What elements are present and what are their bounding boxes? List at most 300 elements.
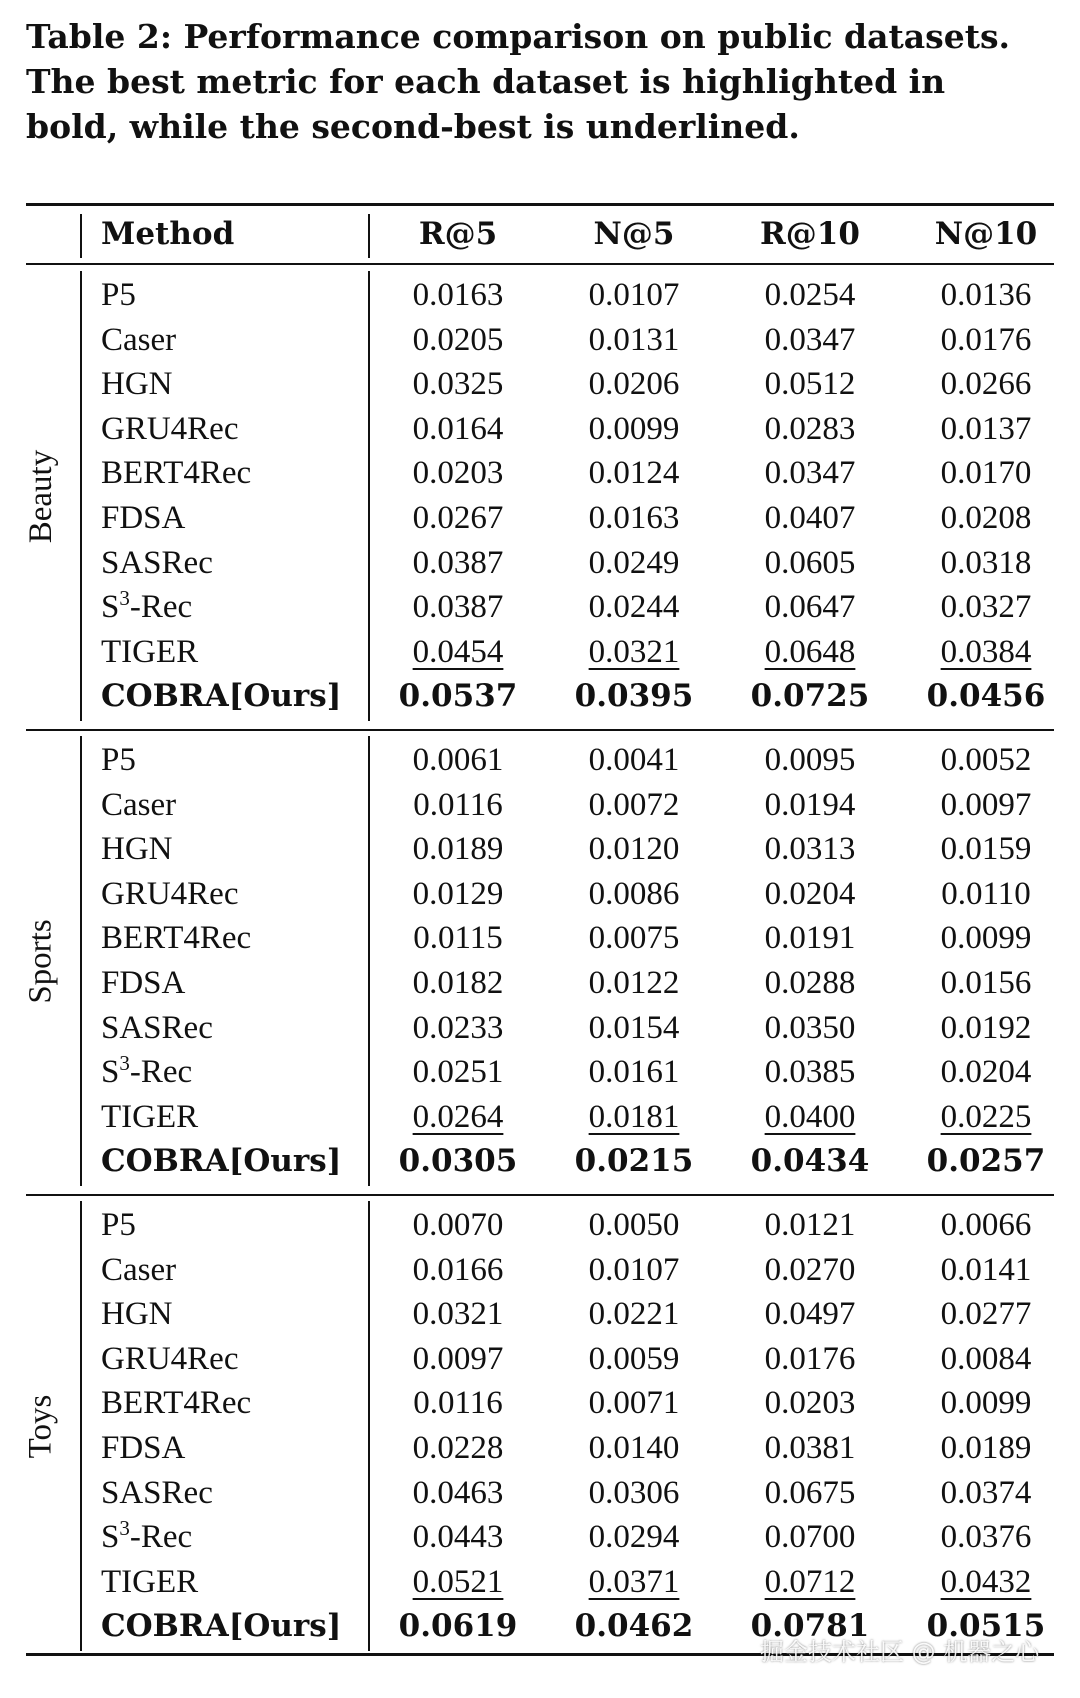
method-name: TIGER <box>101 633 199 670</box>
metric-cell <box>722 1006 898 1051</box>
method-name: HGN <box>101 1296 173 1333</box>
metric-cell <box>370 827 546 872</box>
metric-cell <box>722 1248 898 1293</box>
metric-value: 0.0086 <box>588 875 680 912</box>
metric-cell <box>722 1050 898 1095</box>
metric-cell <box>546 1292 722 1337</box>
metric-cell <box>898 916 1074 961</box>
metric-cell <box>898 273 1074 318</box>
metric-value: 0.0434 <box>750 1143 870 1180</box>
method-name: SASRec <box>101 1009 213 1046</box>
metric-value: 0.0371 <box>588 1563 680 1600</box>
metric-cell <box>546 1560 722 1605</box>
metric-value: 0.0233 <box>412 1009 504 1046</box>
method-name: COBRA[Ours] <box>101 678 342 715</box>
metric-cell <box>898 1006 1074 1051</box>
metric-value: 0.0325 <box>412 366 504 403</box>
metric-cell <box>546 1381 722 1426</box>
metric-value: 0.0318 <box>940 544 1032 581</box>
method-suffix: -Rec <box>129 1519 193 1556</box>
metric-cell <box>546 738 722 783</box>
metric-cell <box>546 1471 722 1516</box>
metric-value: 0.0288 <box>764 965 856 1001</box>
metric-value: 0.0321 <box>588 633 680 670</box>
metric-cell <box>722 1560 898 1605</box>
method-cell <box>101 407 238 452</box>
metric-value: 0.0208 <box>940 500 1032 536</box>
metric-cell <box>898 783 1074 828</box>
metric-cell <box>722 1203 898 1248</box>
metric-cell <box>546 407 722 452</box>
metric-cell <box>722 407 898 452</box>
metric-cell <box>546 961 722 1006</box>
metric-value: 0.0170 <box>940 455 1032 492</box>
metric-value: 0.0249 <box>588 544 680 581</box>
method-cell <box>101 362 173 407</box>
metric-cell <box>722 1139 898 1184</box>
metric-cell <box>722 630 898 675</box>
metric-value: 0.0071 <box>588 1385 680 1422</box>
metric-cell <box>898 496 1074 541</box>
metric-cell <box>546 585 722 630</box>
metric-value: 0.0512 <box>764 366 856 403</box>
metric-cell <box>370 451 546 496</box>
metric-value: 0.0384 <box>940 633 1032 670</box>
metric-value: 0.0095 <box>764 742 856 778</box>
method-name: P5 <box>101 1207 136 1243</box>
metric-cell <box>546 872 722 917</box>
metric-value: 0.0462 <box>574 1608 694 1645</box>
metric-value: 0.0515 <box>926 1608 1046 1645</box>
metric-value: 0.0385 <box>764 1054 856 1091</box>
metric-cell <box>370 738 546 783</box>
metric-cell <box>898 1050 1074 1095</box>
metric-value: 0.0270 <box>764 1251 856 1288</box>
metric-cell <box>722 362 898 407</box>
metric-value: 0.0164 <box>412 410 504 447</box>
method-cell <box>101 630 198 675</box>
metric-value: 0.0228 <box>412 1430 504 1466</box>
header-r10: R@10 <box>760 216 860 252</box>
metric-cell <box>546 1203 722 1248</box>
metric-value: 0.0313 <box>764 831 856 868</box>
metric-value: 0.0122 <box>588 965 680 1001</box>
metric-cell <box>546 1095 722 1140</box>
metric-cell <box>370 1139 546 1184</box>
method-cell <box>101 1560 198 1605</box>
metric-cell <box>898 1471 1074 1516</box>
metric-cell <box>546 827 722 872</box>
metric-cell <box>370 1095 546 1140</box>
metric-cell <box>370 318 546 363</box>
method-cell <box>101 1139 341 1184</box>
metric-value: 0.0182 <box>412 965 504 1001</box>
method-name: SASRec <box>101 1474 213 1511</box>
metric-value: 0.0306 <box>588 1474 680 1511</box>
metric-cell <box>722 827 898 872</box>
header-method: Method <box>101 216 235 252</box>
watermark: 掘金技术社区 @ 机器之心 <box>760 1638 1040 1666</box>
metric-cell <box>370 1471 546 1516</box>
metric-value: 0.0225 <box>940 1098 1032 1135</box>
metric-value: 0.0072 <box>588 786 680 823</box>
method-name: Caser <box>101 1251 177 1288</box>
method-cell <box>101 585 192 630</box>
metric-value: 0.0204 <box>940 1054 1032 1091</box>
method-name: FDSA <box>101 965 186 1001</box>
method-suffix: -Rec <box>129 1054 193 1091</box>
metric-cell <box>546 916 722 961</box>
metric-value: 0.0521 <box>412 1563 504 1600</box>
method-cell <box>101 1515 192 1560</box>
metric-cell <box>722 1095 898 1140</box>
metric-cell <box>898 318 1074 363</box>
method-name: BERT4Rec <box>101 920 252 957</box>
metric-value: 0.0648 <box>764 633 856 670</box>
metric-value: 0.0277 <box>940 1296 1032 1333</box>
metric-value: 0.0221 <box>588 1296 680 1333</box>
metric-cell <box>722 674 898 719</box>
metric-value: 0.0161 <box>588 1054 680 1091</box>
group-divider-left <box>80 271 82 721</box>
metric-cell <box>370 1050 546 1095</box>
metric-cell <box>722 872 898 917</box>
metric-cell <box>370 273 546 318</box>
metric-value: 0.0166 <box>412 1251 504 1288</box>
group-separator-rule <box>26 1194 1054 1196</box>
metric-cell <box>722 1515 898 1560</box>
metric-value: 0.0116 <box>413 1385 503 1422</box>
metric-cell <box>722 1337 898 1382</box>
metric-cell <box>898 1381 1074 1426</box>
metric-cell <box>546 1337 722 1382</box>
method-name: GRU4Rec <box>101 1340 239 1377</box>
metric-value: 0.0456 <box>926 678 1046 715</box>
metric-cell <box>370 1337 546 1382</box>
metric-value: 0.0107 <box>588 1251 680 1288</box>
metric-cell <box>722 1471 898 1516</box>
metric-value: 0.0097 <box>940 786 1032 823</box>
header-divider-left <box>80 214 82 258</box>
metric-value: 0.0059 <box>588 1340 680 1377</box>
metric-cell <box>370 674 546 719</box>
metric-value: 0.0215 <box>574 1143 694 1180</box>
metric-value: 0.0725 <box>750 678 870 715</box>
group-separator-rule <box>26 729 1054 731</box>
metric-value: 0.0267 <box>412 500 504 536</box>
metric-value: 0.0400 <box>764 1098 856 1135</box>
metric-value: 0.0121 <box>764 1207 856 1243</box>
metric-cell <box>370 541 546 586</box>
method-cell <box>101 496 185 541</box>
metric-value: 0.0137 <box>940 410 1032 447</box>
metric-cell <box>370 1604 546 1649</box>
header-r5: R@5 <box>418 216 498 252</box>
header-n10: N@10 <box>934 216 1038 252</box>
metric-value: 0.0347 <box>764 455 856 492</box>
metric-cell <box>898 1139 1074 1184</box>
method-cell <box>101 1095 198 1140</box>
metric-cell <box>546 1139 722 1184</box>
method-name: GRU4Rec <box>101 875 239 912</box>
metric-value: 0.0647 <box>764 589 856 626</box>
method-cell <box>101 827 173 872</box>
metric-value: 0.0327 <box>940 589 1032 626</box>
metric-cell <box>898 738 1074 783</box>
metric-value: 0.0387 <box>412 589 504 626</box>
metric-cell <box>370 1515 546 1560</box>
method-cell <box>101 1604 341 1649</box>
metric-value: 0.0294 <box>588 1519 680 1556</box>
metric-cell <box>898 1203 1074 1248</box>
metric-cell <box>898 541 1074 586</box>
metric-value: 0.0257 <box>926 1143 1046 1180</box>
metric-value: 0.0264 <box>412 1098 504 1135</box>
metric-value: 0.0189 <box>940 1430 1032 1466</box>
group-label-beauty: Beauty <box>22 449 59 543</box>
metric-cell <box>898 1515 1074 1560</box>
metric-cell <box>546 1604 722 1649</box>
metric-cell <box>898 451 1074 496</box>
metric-value: 0.0131 <box>588 321 680 358</box>
metric-value: 0.0163 <box>412 277 504 313</box>
method-cell <box>101 872 238 917</box>
metric-cell <box>546 541 722 586</box>
method-cell <box>101 1337 238 1382</box>
metric-value: 0.0189 <box>412 831 504 868</box>
metric-value: 0.0052 <box>940 742 1032 778</box>
method-cell <box>101 1471 213 1516</box>
metric-value: 0.0497 <box>764 1296 856 1333</box>
metric-cell <box>722 1292 898 1337</box>
method-name: TIGER <box>101 1563 199 1600</box>
metric-value: 0.0347 <box>764 321 856 358</box>
method-cell <box>101 1248 176 1293</box>
metric-value: 0.0407 <box>764 500 856 536</box>
metric-cell <box>898 827 1074 872</box>
metric-value: 0.0203 <box>412 455 504 492</box>
metric-cell <box>546 1050 722 1095</box>
table-caption: Table 2: Performance comparison on public datasets. The best metric for each dataset is highlighted in bold, while the second-best is underlined. <box>26 17 1011 146</box>
method-cell <box>101 1203 136 1248</box>
metric-value: 0.0537 <box>398 678 518 715</box>
metric-value: 0.0374 <box>940 1474 1032 1511</box>
metric-value: 0.0712 <box>764 1563 856 1600</box>
method-name: FDSA <box>101 500 186 536</box>
method-name: FDSA <box>101 1430 186 1466</box>
metric-cell <box>546 1515 722 1560</box>
metric-cell <box>722 541 898 586</box>
method-name: SASRec <box>101 544 213 581</box>
metric-value: 0.0454 <box>412 633 504 670</box>
metric-value: 0.0041 <box>588 742 680 778</box>
metric-cell <box>370 1006 546 1051</box>
metric-value: 0.0107 <box>588 277 680 313</box>
method-cell <box>101 1050 192 1095</box>
metric-cell <box>722 916 898 961</box>
method-name: BERT4Rec <box>101 1385 252 1422</box>
metric-cell <box>546 1006 722 1051</box>
metric-cell <box>898 872 1074 917</box>
metric-value: 0.0181 <box>588 1098 680 1135</box>
metric-cell <box>546 1426 722 1471</box>
method-cell <box>101 273 136 318</box>
metric-value: 0.0110 <box>941 875 1031 912</box>
metric-value: 0.0124 <box>588 455 680 492</box>
metric-cell <box>370 961 546 1006</box>
method-name: COBRA[Ours] <box>101 1608 342 1645</box>
metric-cell <box>722 318 898 363</box>
metric-value: 0.0159 <box>940 831 1032 868</box>
metric-value: 0.0321 <box>412 1296 504 1333</box>
metric-cell <box>722 273 898 318</box>
method-name: Caser <box>101 786 177 823</box>
group-label-sports: Sports <box>22 918 59 1004</box>
metric-value: 0.0099 <box>588 410 680 447</box>
metric-value: 0.0376 <box>940 1519 1032 1556</box>
metric-cell <box>546 630 722 675</box>
metric-value: 0.0120 <box>588 831 680 868</box>
metric-value: 0.0675 <box>764 1474 856 1511</box>
metric-value: 0.0619 <box>398 1608 518 1645</box>
metric-cell <box>370 1248 546 1293</box>
metric-value: 0.0395 <box>574 678 694 715</box>
metric-value: 0.0061 <box>412 742 504 778</box>
metric-value: 0.0176 <box>940 321 1032 358</box>
method-name: TIGER <box>101 1098 199 1135</box>
metric-value: 0.0381 <box>764 1430 856 1466</box>
metric-value: 0.0443 <box>412 1519 504 1556</box>
method-cell <box>101 1006 213 1051</box>
metric-value: 0.0283 <box>764 410 856 447</box>
metric-cell <box>898 1337 1074 1382</box>
metric-cell <box>898 362 1074 407</box>
metric-cell <box>898 1426 1074 1471</box>
metric-value: 0.0194 <box>764 786 856 823</box>
metric-value: 0.0084 <box>940 1340 1032 1377</box>
table-top-rule <box>26 203 1054 206</box>
metric-cell <box>370 407 546 452</box>
group-divider-left <box>80 1201 82 1651</box>
method-cell <box>101 1426 185 1471</box>
metric-cell <box>898 674 1074 719</box>
metric-value: 0.0266 <box>940 366 1032 403</box>
metric-cell <box>546 496 722 541</box>
metric-value: 0.0163 <box>588 500 680 536</box>
metric-cell <box>722 961 898 1006</box>
metric-cell <box>722 1381 898 1426</box>
metric-value: 0.0244 <box>588 589 680 626</box>
metric-value: 0.0350 <box>764 1009 856 1046</box>
metric-cell <box>370 1203 546 1248</box>
method-cell <box>101 783 176 828</box>
metric-cell <box>370 362 546 407</box>
metric-cell <box>546 1248 722 1293</box>
method-cell <box>101 318 176 363</box>
metric-value: 0.0700 <box>764 1519 856 1556</box>
method-name: HGN <box>101 366 173 403</box>
method-cell <box>101 1381 251 1426</box>
metric-cell <box>722 585 898 630</box>
metric-value: 0.0203 <box>764 1385 856 1422</box>
metric-value: 0.0050 <box>588 1207 680 1243</box>
method-cell <box>101 1292 173 1337</box>
metric-cell <box>370 496 546 541</box>
metric-value: 0.0204 <box>764 875 856 912</box>
group-divider-left <box>80 736 82 1186</box>
metric-cell <box>546 783 722 828</box>
method-cell <box>101 916 251 961</box>
metric-cell <box>370 872 546 917</box>
method-name: BERT4Rec <box>101 455 252 492</box>
metric-cell <box>722 783 898 828</box>
metric-value: 0.0140 <box>588 1430 680 1466</box>
header-n5: N@5 <box>593 216 675 252</box>
metric-cell <box>722 738 898 783</box>
metric-value: 0.0129 <box>412 875 504 912</box>
metric-value: 0.0605 <box>764 544 856 581</box>
metric-value: 0.0387 <box>412 544 504 581</box>
method-cell <box>101 738 136 783</box>
metric-cell <box>898 1248 1074 1293</box>
metric-value: 0.0097 <box>412 1340 504 1377</box>
metric-value: 0.0205 <box>412 321 504 358</box>
metric-value: 0.0070 <box>412 1207 504 1243</box>
method-cell <box>101 451 251 496</box>
method-name: HGN <box>101 831 173 868</box>
metric-cell <box>898 585 1074 630</box>
metric-cell <box>546 451 722 496</box>
header-bottom-rule <box>26 263 1054 265</box>
method-name: S <box>101 589 120 626</box>
method-suffix: -Rec <box>129 589 193 626</box>
metric-value: 0.0156 <box>940 965 1032 1001</box>
metric-cell <box>370 916 546 961</box>
metric-cell <box>546 273 722 318</box>
method-name: COBRA[Ours] <box>101 1143 342 1180</box>
method-superscript: 3 <box>119 1516 130 1541</box>
group-label-toys: Toys <box>22 1394 59 1458</box>
method-superscript: 3 <box>119 1051 130 1076</box>
metric-cell <box>722 1426 898 1471</box>
method-cell <box>101 961 185 1006</box>
metric-cell <box>370 783 546 828</box>
metric-cell <box>546 318 722 363</box>
metric-cell <box>370 1560 546 1605</box>
metric-cell <box>546 674 722 719</box>
metric-value: 0.0136 <box>940 277 1032 313</box>
metric-value: 0.0099 <box>940 1385 1032 1422</box>
metric-value: 0.0206 <box>588 366 680 403</box>
metric-value: 0.0141 <box>940 1251 1032 1288</box>
method-name: P5 <box>101 277 136 313</box>
metric-value: 0.0116 <box>413 786 503 823</box>
method-cell <box>101 674 341 719</box>
method-name: S <box>101 1519 120 1556</box>
metric-cell <box>370 585 546 630</box>
method-superscript: 3 <box>119 586 130 611</box>
metric-cell <box>722 496 898 541</box>
metric-cell <box>898 1095 1074 1140</box>
metric-cell <box>898 1560 1074 1605</box>
method-name: P5 <box>101 742 136 778</box>
metric-value: 0.0115 <box>413 920 503 957</box>
metric-value: 0.0251 <box>412 1054 504 1091</box>
metric-value: 0.0154 <box>588 1009 680 1046</box>
method-name: Caser <box>101 321 177 358</box>
metric-value: 0.0463 <box>412 1474 504 1511</box>
metric-value: 0.0099 <box>940 920 1032 957</box>
